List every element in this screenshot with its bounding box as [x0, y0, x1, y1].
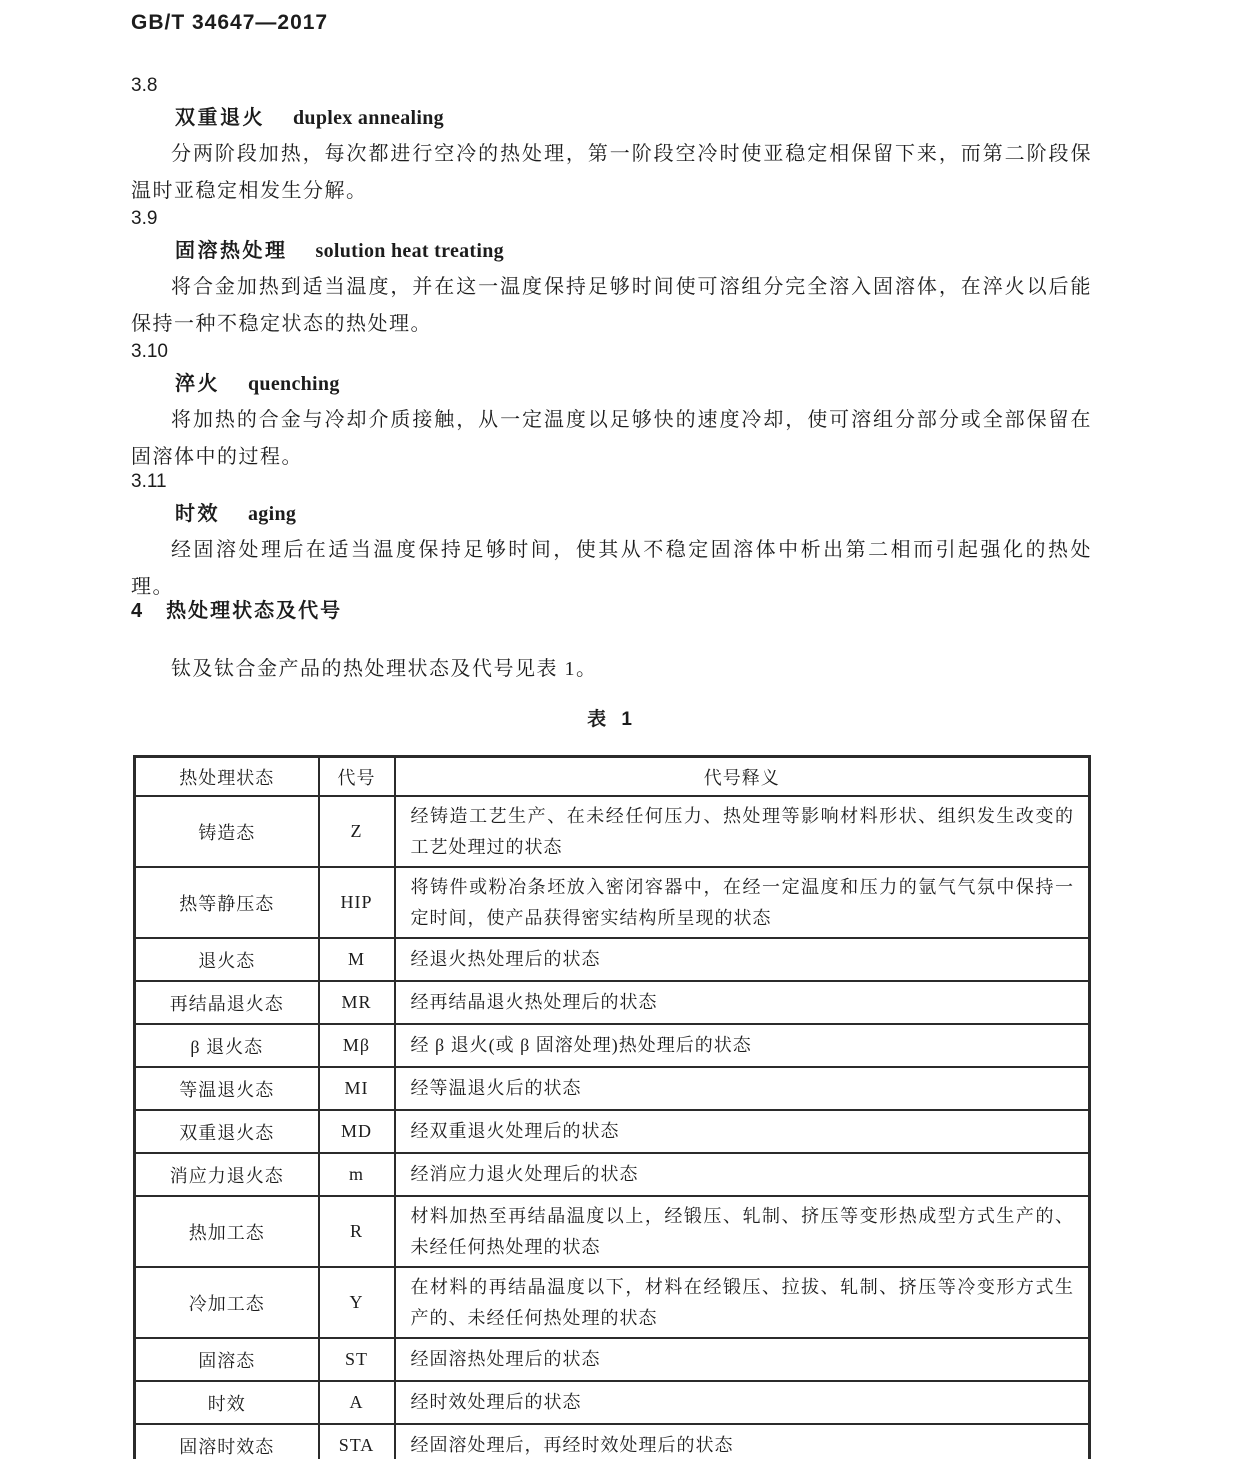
cell-state: 等温退火态 [135, 1067, 319, 1110]
cell-meaning: 经 β 退火(或 β 固溶处理)热处理后的状态 [395, 1024, 1090, 1067]
table-header-row [135, 757, 1090, 797]
intro-paragraph: 钛及钛合金产品的热处理状态及代号见表 1。 [171, 658, 598, 680]
cell-state: β 退火态 [135, 1024, 319, 1067]
section-3-9 [131, 203, 1092, 343]
term-line [131, 497, 1092, 531]
table-row [135, 1381, 1090, 1424]
cell-meaning: 材料加热至再结晶温度以上，经锻压、轧制、挤压等变形热成型方式生产的、未经任何热处理的状态 [395, 1196, 1090, 1267]
cell-meaning: 经再结晶退火热处理后的状态 [395, 981, 1090, 1024]
term-zh: 淬火 [175, 373, 220, 395]
cell-meaning: 经时效处理后的状态 [395, 1381, 1090, 1424]
term-line [131, 101, 1092, 135]
table-row [135, 938, 1090, 981]
definition-text: 将合金加热到适当温度，并在这一温度保持足够时间使可溶组分完全溶入固溶体，在淬火以后能保持一种不稳定状态的热处理。 [131, 276, 1092, 335]
cell-state: 再结晶退火态 [135, 981, 319, 1024]
cell-code: MD [319, 1110, 395, 1153]
table-row [135, 1338, 1090, 1381]
definition-text: 经固溶处理后在适当温度保持足够时间，使其从不稳定固溶体中析出第二相而引起强化的热处理。 [131, 539, 1092, 598]
table-caption: 表 1 [587, 709, 637, 730]
col-header-meaning: 代号释义 [395, 757, 1090, 797]
clause-number: 3.9 [131, 208, 158, 229]
table-row [135, 796, 1090, 867]
term-zh: 双重退火 [175, 107, 265, 129]
term-en: quenching [248, 373, 340, 395]
chapter-title: 热处理状态及代号 [166, 600, 343, 622]
chapter-number: 4 [131, 600, 143, 622]
cell-state: 冷加工态 [135, 1267, 319, 1338]
col-header-code: 代号 [319, 757, 395, 797]
table-row [135, 1024, 1090, 1067]
cell-state: 热等静压态 [135, 867, 319, 938]
table-row [135, 1267, 1090, 1338]
cell-state: 固溶时效态 [135, 1424, 319, 1459]
standard-number: GB/T 34647—2017 [131, 11, 329, 34]
cell-code: MI [319, 1067, 395, 1110]
cell-code: ST [319, 1338, 395, 1381]
cell-code: M [319, 938, 395, 981]
cell-state: 热加工态 [135, 1196, 319, 1267]
cell-meaning: 经铸造工艺生产、在未经任何压力、热处理等影响材料形状、组织发生改变的工艺处理过的状态 [395, 796, 1090, 867]
term-en: solution heat treating [315, 240, 504, 262]
term-zh: 时效 [175, 503, 220, 525]
cell-meaning: 在材料的再结晶温度以下，材料在经锻压、拉拔、轧制、挤压等冷变形方式生产的、未经任何热处理的状态 [395, 1267, 1090, 1338]
cell-code: R [319, 1196, 395, 1267]
cell-code: MR [319, 981, 395, 1024]
cell-code: Y [319, 1267, 395, 1338]
cell-meaning: 经固溶热处理后的状态 [395, 1338, 1090, 1381]
definition-text: 将加热的合金与冷却介质接触，从一定温度以足够快的速度冷却，使可溶组分部分或全部保留在固溶体中的过程。 [131, 409, 1092, 468]
table-row [135, 1067, 1090, 1110]
cell-code: Mβ [319, 1024, 395, 1067]
cell-state: 退火态 [135, 938, 319, 981]
cell-meaning: 经退火热处理后的状态 [395, 938, 1090, 981]
table-row [135, 1196, 1090, 1267]
term-line [131, 234, 1092, 268]
cell-code: Z [319, 796, 395, 867]
heat-treatment-state-table [133, 755, 1091, 1459]
section-3-11 [131, 466, 1092, 606]
section-3-8 [131, 70, 1092, 210]
clause-number: 3.11 [131, 471, 167, 492]
table-row [135, 1424, 1090, 1459]
table-row [135, 981, 1090, 1024]
cell-code: A [319, 1381, 395, 1424]
cell-meaning: 经双重退火处理后的状态 [395, 1110, 1090, 1153]
cell-meaning: 经固溶处理后，再经时效处理后的状态 [395, 1424, 1090, 1459]
cell-code: STA [319, 1424, 395, 1459]
table-row [135, 867, 1090, 938]
definition-text: 分两阶段加热，每次都进行空冷的热处理，第一阶段空冷时使亚稳定相保留下来，而第二阶段保温时亚稳定相发生分解。 [131, 143, 1092, 202]
section-3-10 [131, 336, 1092, 476]
clause-number: 3.8 [131, 75, 158, 96]
term-en: duplex annealing [293, 107, 444, 129]
term-en: aging [248, 503, 297, 525]
cell-code: m [319, 1153, 395, 1196]
cell-meaning: 将铸件或粉冶条坯放入密闭容器中，在经一定温度和压力的氩气气氛中保持一定时间，使产品获得密实结构所呈现的状态 [395, 867, 1090, 938]
term-line [131, 367, 1092, 401]
cell-state: 消应力退火态 [135, 1153, 319, 1196]
cell-meaning: 经等温退火后的状态 [395, 1067, 1090, 1110]
term-zh: 固溶热处理 [175, 240, 288, 262]
table-row [135, 1110, 1090, 1153]
cell-state: 铸造态 [135, 796, 319, 867]
clause-number: 3.10 [131, 341, 168, 362]
chapter-heading [131, 594, 342, 623]
cell-code: HIP [319, 867, 395, 938]
cell-state: 时效 [135, 1381, 319, 1424]
col-header-state: 热处理状态 [135, 757, 319, 797]
table-row [135, 1153, 1090, 1196]
cell-meaning: 经消应力退火处理后的状态 [395, 1153, 1090, 1196]
cell-state: 固溶态 [135, 1338, 319, 1381]
cell-state: 双重退火态 [135, 1110, 319, 1153]
